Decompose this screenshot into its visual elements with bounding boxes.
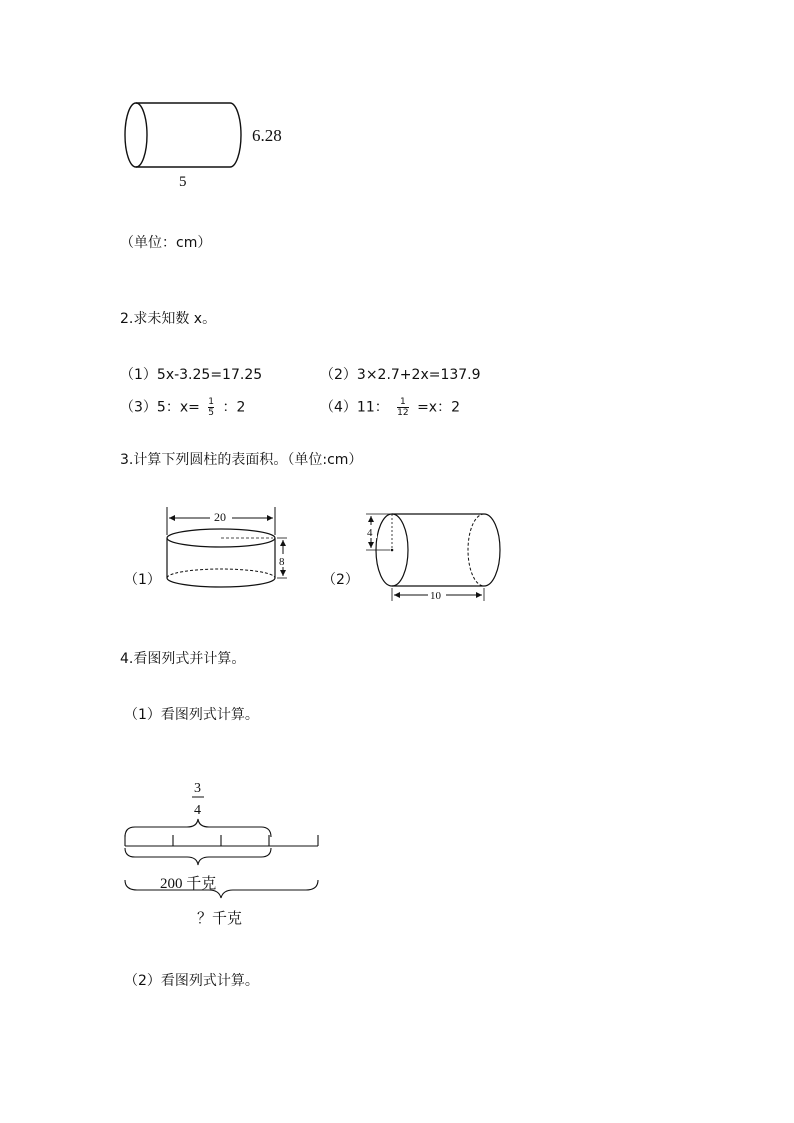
upright-cylinder-figure <box>155 505 300 605</box>
middle-brace <box>125 848 271 865</box>
q2-item-3-prefix: （3）5：x= <box>120 399 205 416</box>
fraction-denominator: 4 <box>194 803 201 818</box>
unit-note: （单位：cm） <box>120 235 212 251</box>
radius-label: 4 <box>367 527 373 539</box>
top-brace <box>125 819 271 837</box>
height-label: 8 <box>279 556 285 568</box>
q2-item-4-prefix: （4）11： <box>320 399 394 416</box>
q3-title: 3.计算下列圆柱的表面积。（单位:cm） <box>120 452 363 468</box>
q2-item-4 <box>320 397 460 418</box>
unknown-quantity-label: ？千克 <box>197 911 243 927</box>
q2-item-4-fraction <box>397 397 408 418</box>
q2-item-3 <box>120 397 245 418</box>
q2-item-3-suffix: ：2 <box>218 399 246 416</box>
q3-fig2-label: （2） <box>322 572 359 588</box>
q4-title: 4.看图列式并计算。 <box>120 651 246 667</box>
fraction-denominator: 12 <box>397 408 409 418</box>
fraction-numerator: 1 <box>208 397 215 407</box>
q2-item-4-suffix: =x：2 <box>412 399 460 416</box>
diameter-label: 20 <box>214 510 226 524</box>
lying-cylinder-figure <box>360 505 510 605</box>
cylinder-side-label: 6.28 <box>252 126 282 145</box>
q2-item-1: （1）5x-3.25=17.25 <box>120 367 263 383</box>
fraction-numerator: 1 <box>400 397 406 407</box>
q4-sub1: （1）看图列式计算。 <box>124 707 259 723</box>
segment-diagram <box>115 775 335 935</box>
fraction-numerator: 3 <box>194 781 201 796</box>
length-label: 10 <box>430 590 441 602</box>
cylinder-bottom-label: 5 <box>179 174 187 190</box>
q4-sub2: （2）看图列式计算。 <box>124 973 259 989</box>
cylinder-figure-1 <box>110 90 310 195</box>
bottom-brace <box>125 880 318 898</box>
q2-title: 2.求未知数 x。 <box>120 311 217 327</box>
q2-item-2: （2）3×2.7+2x=137.9 <box>320 367 481 383</box>
q3-fig1-label: （1） <box>124 572 161 588</box>
known-quantity-label: 200 千克 <box>160 876 217 892</box>
cylinder-left-face <box>125 103 147 167</box>
cylinder-body <box>136 103 241 167</box>
q2-item-3-fraction <box>208 397 214 418</box>
fraction-denominator: 5 <box>208 408 215 418</box>
